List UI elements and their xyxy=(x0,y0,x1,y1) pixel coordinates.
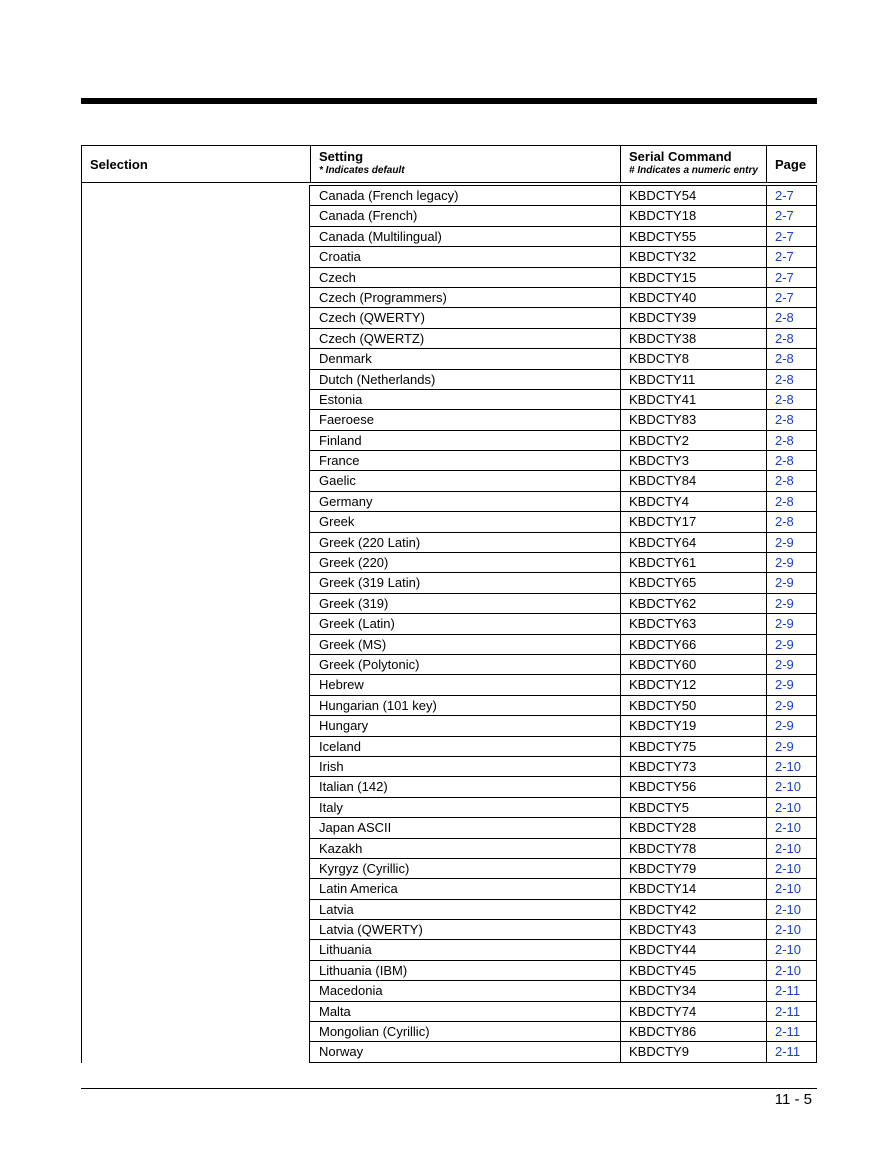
table-row xyxy=(309,349,817,369)
command-cell: KBDCTY28 xyxy=(620,818,766,837)
page-link[interactable]: 2-9 xyxy=(766,675,818,694)
page-link[interactable]: 2-10 xyxy=(766,900,818,919)
setting-cell: Croatia xyxy=(319,249,361,265)
command-cell: KBDCTY44 xyxy=(620,940,766,959)
page-link[interactable]: 2-10 xyxy=(766,859,818,878)
setting-cell: Greek (220 Latin) xyxy=(319,534,421,550)
page-link[interactable]: 2-10 xyxy=(766,961,818,980)
table-row xyxy=(309,777,817,797)
table-row xyxy=(309,635,817,655)
page-link[interactable]: 2-8 xyxy=(766,329,818,348)
setting-cell: Faeroese xyxy=(319,412,374,428)
page-link[interactable]: 2-8 xyxy=(766,492,818,511)
setting-cell: Gaelic xyxy=(319,473,356,489)
command-cell: KBDCTY32 xyxy=(620,247,766,266)
header-setting xyxy=(310,146,620,182)
command-cell: KBDCTY56 xyxy=(620,777,766,796)
page-link[interactable]: 2-7 xyxy=(766,247,818,266)
table-body xyxy=(309,185,817,1063)
table-row xyxy=(309,920,817,940)
page-link[interactable]: 2-10 xyxy=(766,777,818,796)
selection-column xyxy=(81,183,309,1063)
command-cell: KBDCTY11 xyxy=(620,370,766,389)
header-setting-note: * Indicates default xyxy=(319,165,405,176)
page-link[interactable]: 2-8 xyxy=(766,471,818,490)
table-row xyxy=(309,1002,817,1022)
command-cell: KBDCTY43 xyxy=(620,920,766,939)
table-row xyxy=(309,329,817,349)
setting-cell: Greek (319 Latin) xyxy=(319,575,421,591)
page-link[interactable]: 2-7 xyxy=(766,186,818,205)
header-serial-command-note: # Indicates a numeric entry xyxy=(629,165,758,176)
command-cell: KBDCTY4 xyxy=(620,492,766,511)
command-cell: KBDCTY34 xyxy=(620,981,766,1000)
command-cell: KBDCTY54 xyxy=(620,186,766,205)
page-link[interactable]: 2-9 xyxy=(766,655,818,674)
setting-cell: Germany xyxy=(319,493,373,509)
command-cell: KBDCTY14 xyxy=(620,879,766,898)
command-cell: KBDCTY15 xyxy=(620,268,766,287)
page-link[interactable]: 2-10 xyxy=(766,818,818,837)
page-link[interactable]: 2-11 xyxy=(766,1022,818,1041)
page-link[interactable]: 2-9 xyxy=(766,716,818,735)
command-cell: KBDCTY39 xyxy=(620,308,766,327)
command-cell: KBDCTY45 xyxy=(620,961,766,980)
table-row xyxy=(309,961,817,981)
page-link[interactable]: 2-11 xyxy=(766,981,818,1000)
page-link[interactable]: 2-9 xyxy=(766,635,818,654)
setting-cell: Hungarian (101 key) xyxy=(319,697,437,713)
command-cell: KBDCTY62 xyxy=(620,594,766,613)
table-row xyxy=(309,614,817,634)
setting-cell: Iceland xyxy=(319,738,361,754)
page-link[interactable]: 2-9 xyxy=(766,594,818,613)
page-link[interactable]: 2-7 xyxy=(766,206,818,225)
header-page: Page xyxy=(766,146,816,182)
page-link[interactable]: 2-8 xyxy=(766,410,818,429)
command-cell: KBDCTY50 xyxy=(620,696,766,715)
command-cell: KBDCTY40 xyxy=(620,288,766,307)
page-link[interactable]: 2-10 xyxy=(766,757,818,776)
command-cell: KBDCTY17 xyxy=(620,512,766,531)
setting-cell: Lithuania (IBM) xyxy=(319,962,408,978)
command-cell: KBDCTY18 xyxy=(620,206,766,225)
setting-cell: Greek xyxy=(319,514,355,530)
command-cell: KBDCTY41 xyxy=(620,390,766,409)
command-cell: KBDCTY63 xyxy=(620,614,766,633)
setting-cell: Estonia xyxy=(319,391,363,407)
setting-cell: Latvia xyxy=(319,901,354,917)
page-link[interactable]: 2-7 xyxy=(766,227,818,246)
page-link[interactable]: 2-9 xyxy=(766,614,818,633)
setting-cell: Lithuania xyxy=(319,942,372,958)
command-cell: KBDCTY83 xyxy=(620,410,766,429)
table-row xyxy=(309,308,817,328)
table-header xyxy=(81,145,817,183)
setting-cell: Finland xyxy=(319,432,362,448)
command-cell: KBDCTY12 xyxy=(620,675,766,694)
table-row xyxy=(309,451,817,471)
table-row xyxy=(309,471,817,491)
table-row xyxy=(309,737,817,757)
setting-cell: Canada (Multilingual) xyxy=(319,228,442,244)
table-row xyxy=(309,798,817,818)
command-cell: KBDCTY2 xyxy=(620,431,766,450)
setting-cell: Czech xyxy=(319,269,356,285)
page-link[interactable]: 2-8 xyxy=(766,431,818,450)
command-cell: KBDCTY38 xyxy=(620,329,766,348)
command-cell: KBDCTY78 xyxy=(620,839,766,858)
table-row xyxy=(309,594,817,614)
page-link[interactable]: 2-8 xyxy=(766,512,818,531)
table-row xyxy=(309,247,817,267)
command-cell: KBDCTY61 xyxy=(620,553,766,572)
command-cell: KBDCTY3 xyxy=(620,451,766,470)
table-row xyxy=(309,818,817,838)
command-cell: KBDCTY9 xyxy=(620,1042,766,1061)
table-row xyxy=(309,900,817,920)
table-row xyxy=(309,268,817,288)
table-row xyxy=(309,981,817,1001)
table-row xyxy=(309,655,817,675)
setting-cell: Latin America xyxy=(319,881,398,897)
setting-cell: Macedonia xyxy=(319,983,383,999)
table-row xyxy=(309,288,817,308)
table-row xyxy=(309,716,817,736)
table-row xyxy=(309,512,817,532)
setting-cell: Dutch (Netherlands) xyxy=(319,371,436,387)
table-row xyxy=(309,1022,817,1042)
header-serial-command xyxy=(620,146,766,182)
command-cell: KBDCTY79 xyxy=(620,859,766,878)
page-link[interactable]: 2-8 xyxy=(766,349,818,368)
command-cell: KBDCTY42 xyxy=(620,900,766,919)
table-row xyxy=(309,1042,817,1062)
table-row xyxy=(309,227,817,247)
command-cell: KBDCTY19 xyxy=(620,716,766,735)
setting-cell: Hungary xyxy=(319,718,369,734)
page-link[interactable]: 2-8 xyxy=(766,370,818,389)
page-link[interactable]: 2-10 xyxy=(766,920,818,939)
page-link[interactable]: 2-11 xyxy=(766,1002,818,1021)
setting-cell: Denmark xyxy=(319,351,372,367)
setting-cell: Greek (319) xyxy=(319,595,389,611)
setting-cell: Greek (MS) xyxy=(319,636,387,652)
page-link[interactable]: 2-9 xyxy=(766,696,818,715)
top-rule xyxy=(81,98,817,104)
command-cell: KBDCTY86 xyxy=(620,1022,766,1041)
setting-cell: Greek (220) xyxy=(319,555,389,571)
command-cell: KBDCTY55 xyxy=(620,227,766,246)
page-link[interactable]: 2-9 xyxy=(766,573,818,592)
table-row xyxy=(309,573,817,593)
setting-cell: France xyxy=(319,453,360,469)
page-link[interactable]: 2-8 xyxy=(766,451,818,470)
header-serial-command-label: Serial Command xyxy=(629,149,732,164)
setting-cell: Czech (QWERTY) xyxy=(319,310,425,326)
table-row xyxy=(309,859,817,879)
bottom-rule xyxy=(81,1088,817,1089)
page-number: 11 - 5 xyxy=(774,1091,812,1108)
page-link[interactable]: 2-11 xyxy=(766,1042,818,1061)
setting-cell: Italian (142) xyxy=(319,779,388,795)
setting-cell: Italy xyxy=(319,799,343,815)
table-row xyxy=(309,553,817,573)
table-row xyxy=(309,940,817,960)
setting-cell: Czech (QWERTZ) xyxy=(319,330,425,346)
page-link[interactable]: 2-10 xyxy=(766,940,818,959)
setting-cell: Canada (French) xyxy=(319,208,418,224)
page-link[interactable]: 2-9 xyxy=(766,533,818,552)
page-link[interactable]: 2-8 xyxy=(766,308,818,327)
setting-cell: Malta xyxy=(319,1003,351,1019)
setting-cell: Czech (Programmers) xyxy=(319,289,447,305)
table-row xyxy=(309,839,817,859)
setting-cell: Hebrew xyxy=(319,677,364,693)
command-cell: KBDCTY5 xyxy=(620,798,766,817)
setting-cell: Mongolian (Cyrillic) xyxy=(319,1024,430,1040)
page-link[interactable]: 2-10 xyxy=(766,798,818,817)
table-row xyxy=(309,879,817,899)
command-cell: KBDCTY74 xyxy=(620,1002,766,1021)
page-link[interactable]: 2-7 xyxy=(766,268,818,287)
header-setting-label: Setting xyxy=(319,149,364,164)
page-link[interactable]: 2-10 xyxy=(766,839,818,858)
table-row xyxy=(309,696,817,716)
page-link[interactable]: 2-9 xyxy=(766,553,818,572)
settings-table xyxy=(81,145,817,1060)
table-row xyxy=(309,492,817,512)
command-cell: KBDCTY84 xyxy=(620,471,766,490)
command-cell: KBDCTY60 xyxy=(620,655,766,674)
setting-cell: Greek (Latin) xyxy=(319,616,395,632)
setting-cell: Kyrgyz (Cyrillic) xyxy=(319,860,410,876)
table-row xyxy=(309,206,817,226)
table-row xyxy=(309,186,817,206)
header-selection: Selection xyxy=(90,157,148,172)
command-cell: KBDCTY8 xyxy=(620,349,766,368)
setting-cell: Kazakh xyxy=(319,840,363,856)
command-cell: KBDCTY66 xyxy=(620,635,766,654)
page-link[interactable]: 2-7 xyxy=(766,288,818,307)
table-row xyxy=(309,533,817,553)
command-cell: KBDCTY64 xyxy=(620,533,766,552)
page-link[interactable]: 2-8 xyxy=(766,390,818,409)
table-row xyxy=(309,431,817,451)
setting-cell: Latvia (QWERTY) xyxy=(319,922,423,938)
setting-cell: Norway xyxy=(319,1044,364,1060)
setting-cell: Canada (French legacy) xyxy=(319,188,459,203)
table-row xyxy=(309,370,817,390)
table-row xyxy=(309,390,817,410)
table-row xyxy=(309,757,817,777)
command-cell: KBDCTY73 xyxy=(620,757,766,776)
setting-cell: Japan ASCII xyxy=(319,820,392,836)
setting-cell: Greek (Polytonic) xyxy=(319,656,420,672)
command-cell: KBDCTY65 xyxy=(620,573,766,592)
setting-cell: Irish xyxy=(319,758,344,774)
table-row xyxy=(309,410,817,430)
command-cell: KBDCTY75 xyxy=(620,737,766,756)
page-link[interactable]: 2-10 xyxy=(766,879,818,898)
page-link[interactable]: 2-9 xyxy=(766,737,818,756)
table-row xyxy=(309,675,817,695)
